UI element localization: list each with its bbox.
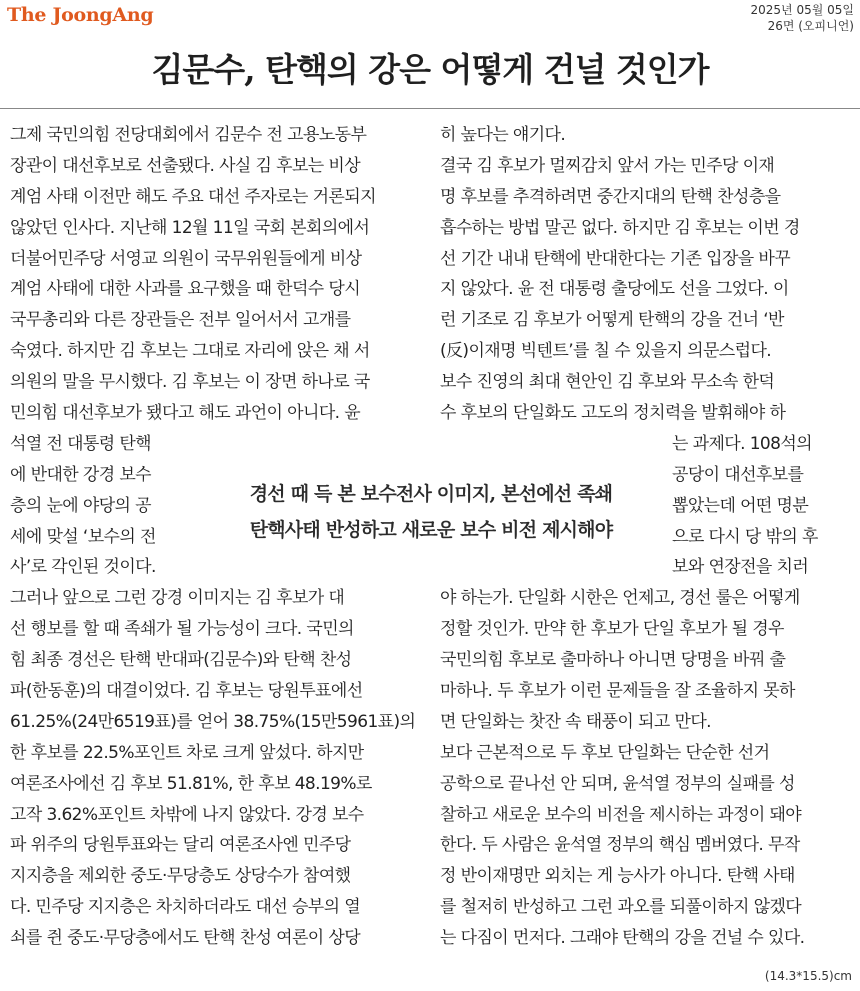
article-line: 국민의힘 후보로 출마하나 아니면 당명을 바꿔 출 — [440, 650, 786, 671]
article-line: 공당이 대선후보를 — [672, 464, 804, 485]
article-line: 정 반이재명만 외치는 게 능사가 아니다. 탄핵 사태 — [440, 866, 795, 887]
article-line: 런 기조로 김 후보가 어떻게 탄핵의 강을 건너 ‘반 — [440, 310, 784, 331]
article-line: 한 후보를 22.5%포인트 차로 크게 앞섰다. 하지만 — [10, 742, 364, 763]
article-line: 선 기간 내내 탄핵에 반대한다는 기존 입장을 바꾸 — [440, 248, 791, 269]
article-line: 의원의 말을 무시했다. 김 후보는 이 장면 하나로 국 — [10, 372, 370, 393]
article-line: 고작 3.62%포인트 차밖에 나지 않았다. 강경 보수 — [10, 804, 364, 825]
article-size-note: (14.3*15.5)cm — [764, 969, 852, 983]
article-line: 마하나. 두 후보가 이런 문제들을 잘 조율하지 못하 — [440, 681, 795, 702]
article-line: 쇠를 쥔 중도·무당층에서도 탄핵 찬성 여론이 상당 — [10, 928, 361, 949]
article-line: 지 않았다. 윤 전 대통령 출당에도 선을 그었다. 이 — [440, 279, 789, 300]
article-line: 으로 다시 당 밖의 후 — [672, 526, 818, 547]
article-line: 다. 민주당 지지층은 차치하더라도 대선 승부의 열 — [10, 897, 361, 918]
issue-date: 2025년 05월 05일 — [750, 3, 854, 17]
article-line: 계엄 사태에 대한 사과를 요구했을 때 한덕수 당시 — [10, 279, 361, 300]
article-line: 않았던 인사다. 지난해 12월 11일 국회 본회의에서 — [10, 217, 370, 238]
pull-quote-line-2: 탄핵사태 반성하고 새로운 보수 비전 제시해야 — [249, 519, 613, 541]
article-line: 찰하고 새로운 보수의 비전을 제시하는 과정이 돼야 — [440, 804, 802, 825]
article-line: 보와 연장전을 치러 — [672, 557, 809, 578]
article-line: 히 높다는 얘기다. — [440, 125, 566, 145]
issue-page: 26면 (오피니언) — [767, 19, 854, 33]
article-line: 를 철저히 반성하고 그런 과오를 되풀이하지 않겠다 — [440, 897, 802, 918]
article-line: 한다. 두 사람은 윤석열 정부의 핵심 멤버였다. 무작 — [440, 835, 800, 856]
article-line: 정할 것인가. 만약 한 후보가 단일 후보가 될 경우 — [440, 619, 784, 640]
article-headline: 김문수, 탄핵의 강은 어떻게 건널 것인가 — [151, 50, 709, 89]
article-line: 결국 김 후보가 멀찌감치 앞서 가는 민주당 이재 — [440, 155, 775, 176]
article-line: 공학으로 끝나선 안 되며, 윤석열 정부의 실패를 성 — [440, 773, 795, 794]
article-line: 수 후보의 단일화도 고도의 정치력을 발휘해야 하 — [440, 403, 786, 424]
article-line: 세에 맞설 ‘보수의 전 — [10, 526, 156, 547]
article-line: 층의 눈에 야당의 공 — [10, 495, 151, 516]
article-line: 보다 근본적으로 두 후보 단일화는 단순한 선거 — [440, 742, 770, 763]
article-line: 국무총리와 다른 장관들은 전부 일어서서 고개를 — [10, 310, 351, 331]
article-line: 힘 최종 경선은 탄핵 반대파(김문수)와 탄핵 찬성 — [10, 650, 352, 671]
article-line: 명 후보를 추격하려면 중간지대의 탄핵 찬성층을 — [440, 186, 781, 207]
article-line: 선 행보를 할 때 족쇄가 될 가능성이 크다. 국민의 — [10, 619, 354, 640]
article-line: 에 반대한 강경 보수 — [10, 464, 151, 485]
article-line: 면 단일화는 찻잔 속 태풍이 되고 만다. — [440, 711, 711, 732]
article-line: 장관이 대선후보로 선출됐다. 사실 김 후보는 비상 — [10, 155, 361, 176]
article-line: 숙였다. 하지만 김 후보는 그대로 자리에 앉은 채 서 — [10, 341, 370, 362]
article-line: 는 과제다. 108석의 — [672, 433, 812, 454]
article-line: (反)이재명 빅텐트’를 칠 수 있을지 의문스럽다. — [440, 341, 772, 362]
article-line: 61.25%(24만6519표)를 얻어 38.75%(15만5961표)의 — [10, 711, 416, 732]
article-line: 여론조사에선 김 후보 51.81%, 한 후보 48.19%로 — [10, 773, 372, 794]
article-line: 야 하는가. 단일화 시한은 언제고, 경선 룰은 어떻게 — [440, 588, 800, 609]
article-line: 파 위주의 당원투표와는 달리 여론조사엔 민주당 — [10, 835, 351, 856]
newspaper-logo: The JoongAng — [7, 4, 154, 26]
article-line: 계엄 사태 이전만 해도 주요 대선 주자로는 거론되지 — [10, 186, 376, 207]
article-line: 더불어민주당 서영교 의원이 국무위원들에게 비상 — [10, 248, 362, 269]
article-line: 흡수하는 방법 말곤 없다. 하지만 김 후보는 이번 경 — [440, 217, 800, 238]
article-line: 는 다짐이 먼저다. 그래야 탄핵의 강을 건널 수 있다. — [440, 928, 805, 949]
pull-quote — [206, 476, 656, 548]
article-line: 사’로 각인된 것이다. — [10, 557, 156, 578]
article-line: 지지층을 제외한 중도·무당층도 상당수가 참여했 — [10, 866, 351, 887]
issue-meta — [751, 2, 854, 34]
headline-divider — [0, 108, 860, 109]
article-line: 그러나 앞으로 그런 강경 이미지는 김 후보가 대 — [10, 588, 345, 609]
article-line: 민의힘 대선후보가 됐다고 해도 과언이 아니다. 윤 — [10, 403, 361, 424]
article-line: 보수 진영의 최대 현안인 김 후보와 무소속 한덕 — [440, 372, 775, 393]
article-line: 그제 국민의힘 전당대회에서 김문수 전 고용노동부 — [10, 125, 367, 145]
pull-quote-line-1: 경선 때 득 본 보수전사 이미지, 본선에선 족쇄 — [249, 483, 613, 505]
article-line: 뽑았는데 어떤 명분 — [672, 495, 809, 516]
article-line: 파(한동훈)의 대결이었다. 김 후보는 당원투표에선 — [10, 681, 363, 702]
article-line: 석열 전 대통령 탄핵 — [10, 433, 151, 454]
